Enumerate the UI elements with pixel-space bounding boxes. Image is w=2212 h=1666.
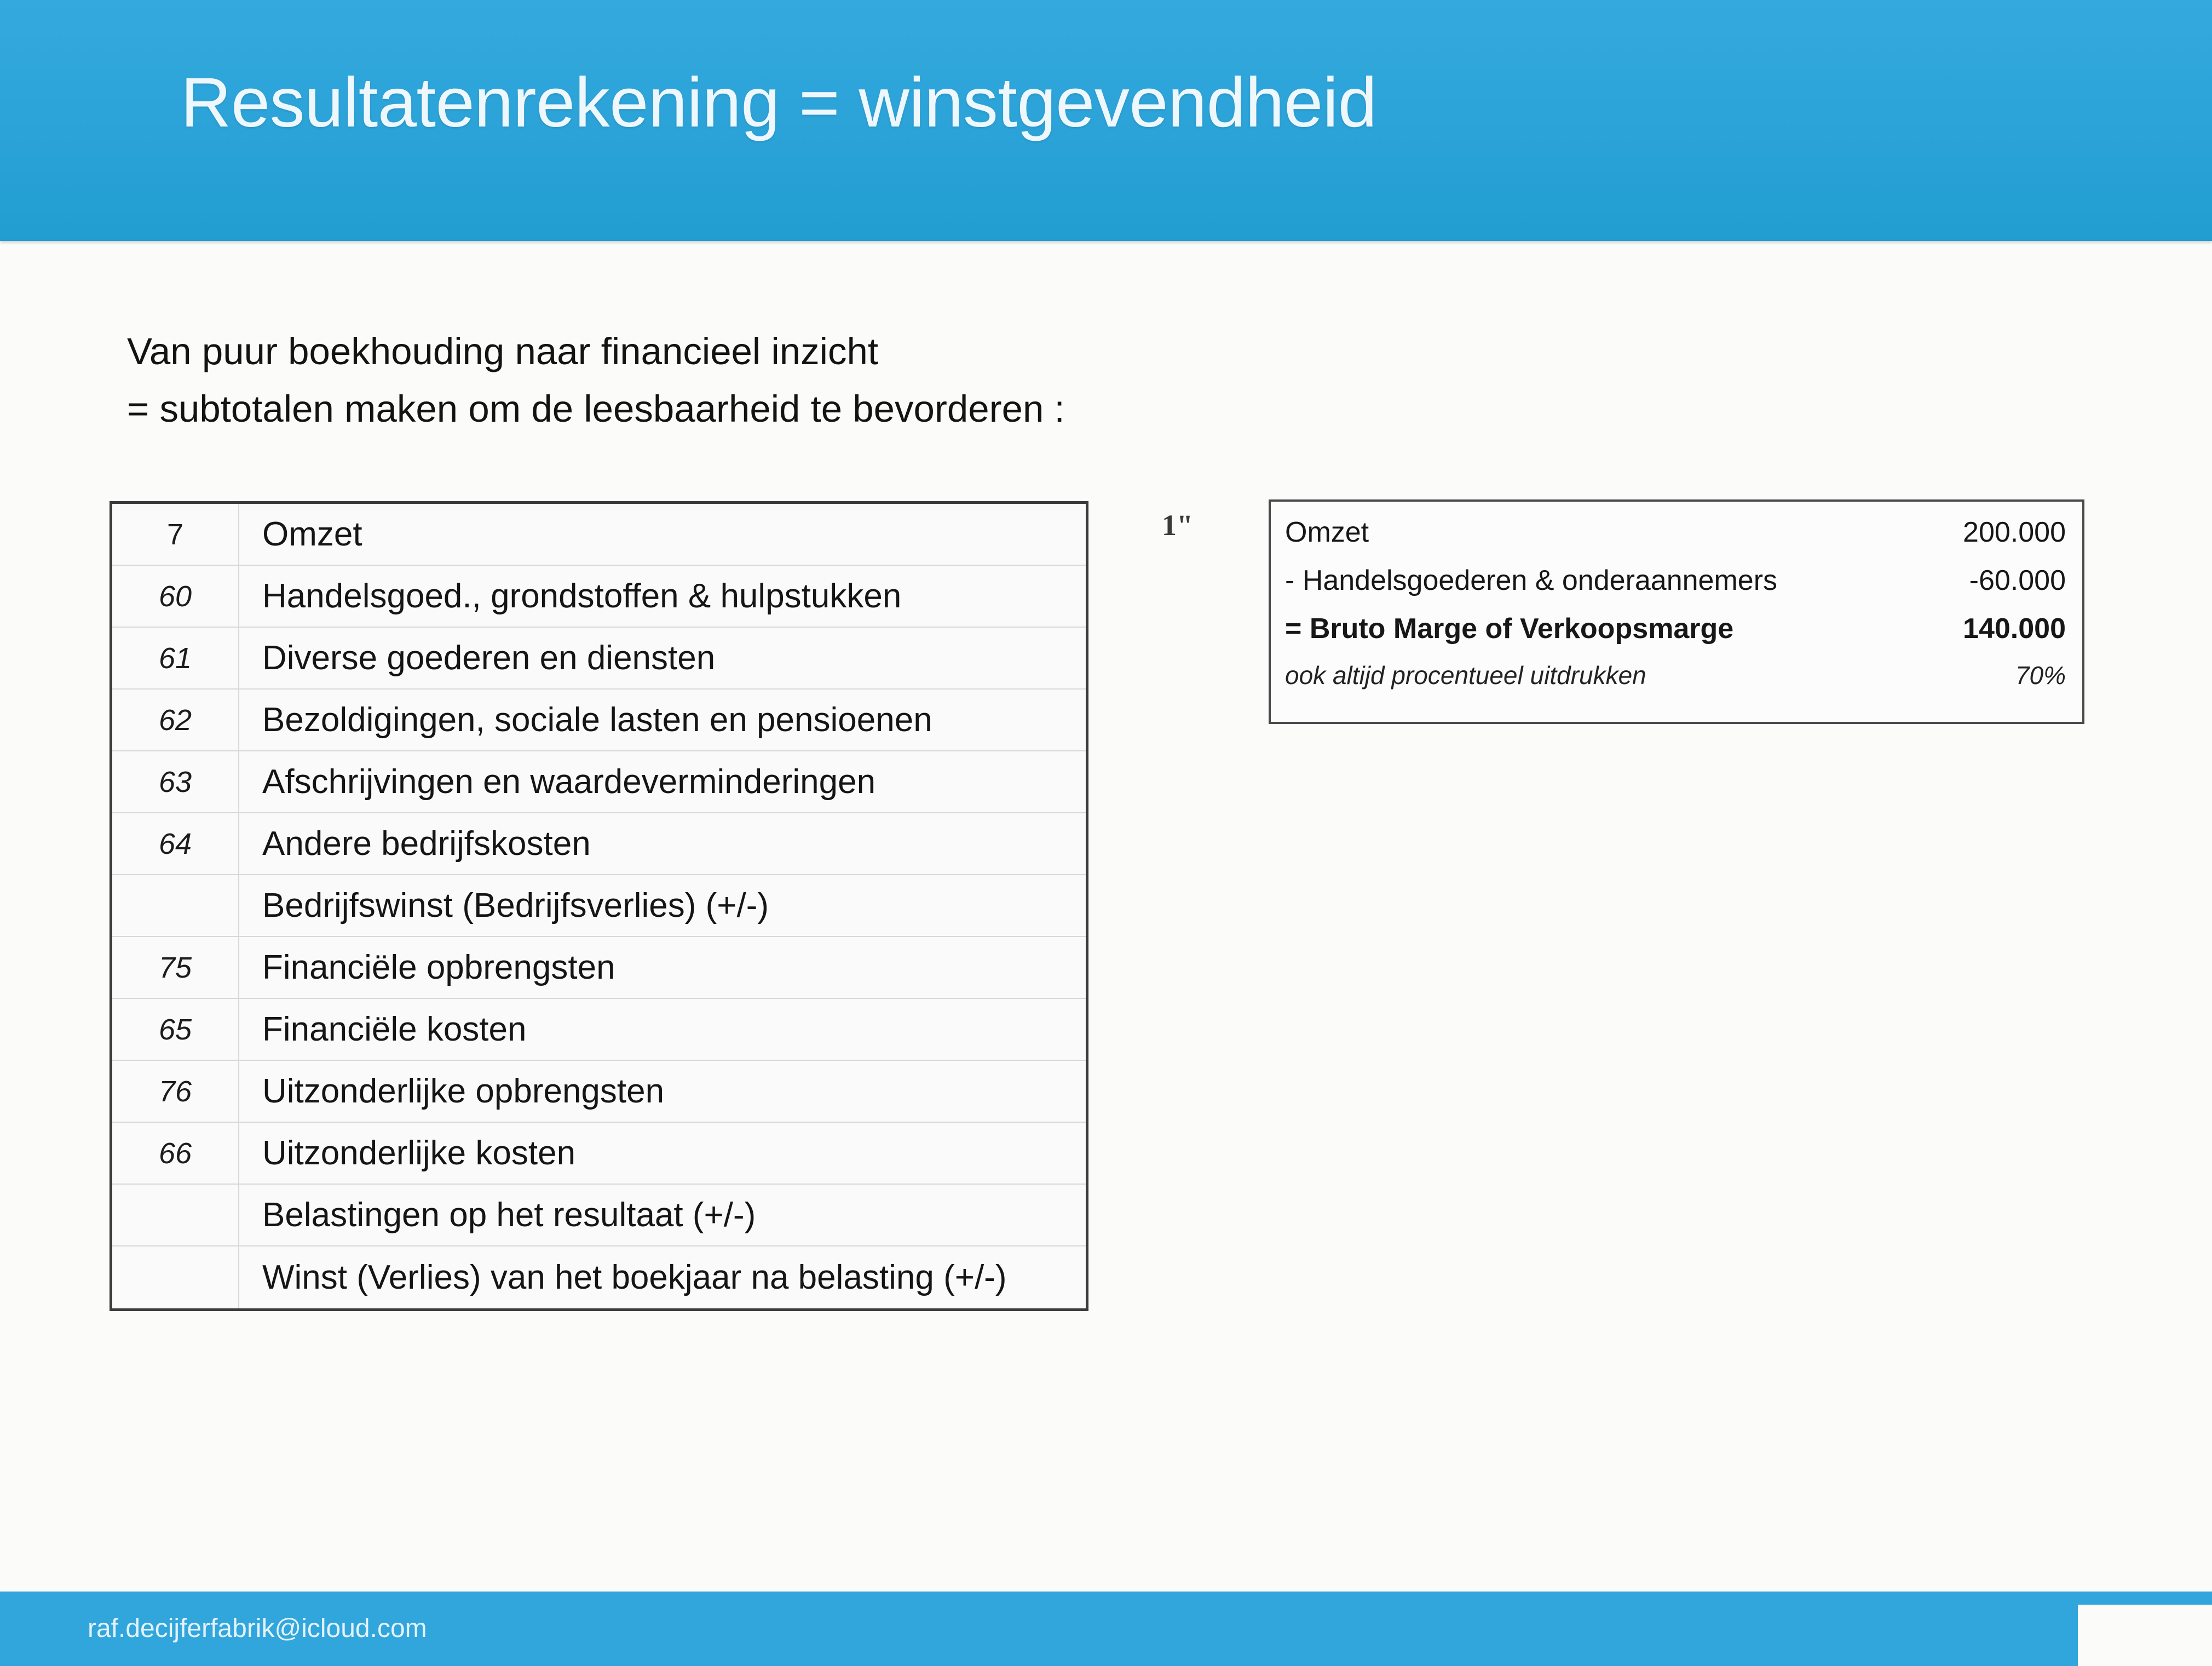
footer-email: raf.decijferfabrik@icloud.com xyxy=(88,1614,427,1643)
intro-line-1: Van puur boekhouding naar financieel inzicht xyxy=(127,330,879,372)
ledger-code-cell: 76 xyxy=(112,1061,239,1122)
table-row xyxy=(112,504,1086,566)
footer-bar xyxy=(0,1592,2212,1666)
table-row xyxy=(112,1185,1086,1246)
footer-corner-block xyxy=(2078,1605,2212,1666)
table-row xyxy=(112,628,1086,690)
margin-row xyxy=(1285,516,2066,564)
table-row xyxy=(112,999,1086,1061)
table-row xyxy=(112,1123,1086,1185)
margin-row-label: ook altijd procentueel uitdrukken xyxy=(1285,661,1646,690)
ledger-code-cell: 7 xyxy=(112,504,239,565)
ledger-label-cell: Winst (Verlies) van het boekjaar na belasting (+/-) xyxy=(262,1259,1007,1296)
ledger-label-cell: Uitzonderlijke opbrengsten xyxy=(262,1072,665,1110)
intro-text xyxy=(127,323,1065,438)
table-row xyxy=(112,937,1086,999)
step-marker: 1" xyxy=(1162,509,1193,542)
ledger-code-cell xyxy=(112,1246,239,1308)
ledger-label-cell: Omzet xyxy=(262,515,362,553)
margin-row xyxy=(1285,660,2066,709)
ledger-code-cell: 62 xyxy=(112,690,239,750)
ledger-label-cell: Bezoldigingen, sociale lasten en pensioenen xyxy=(262,701,932,739)
margin-row-value: 140.000 xyxy=(1963,613,2066,645)
margin-row-label: = Bruto Marge of Verkoopsmarge xyxy=(1285,613,1734,645)
ledger-label-cell: Financiële opbrengsten xyxy=(262,949,615,986)
ledger-code-cell: 63 xyxy=(112,751,239,812)
margin-row xyxy=(1285,612,2066,660)
ledger-code-cell xyxy=(112,1185,239,1245)
ledger-code-cell: 60 xyxy=(112,566,239,627)
gross-margin-box xyxy=(1269,499,2084,724)
ledger-label-cell: Bedrijfswinst (Bedrijfsverlies) (+/-) xyxy=(262,887,769,924)
table-row xyxy=(112,875,1086,937)
table-row xyxy=(112,813,1086,875)
margin-row-value: 70% xyxy=(2015,661,2066,690)
ledger-label-cell: Afschrijvingen en waardeverminderingen xyxy=(262,763,876,801)
ledger-code-cell xyxy=(112,875,239,936)
margin-row xyxy=(1285,564,2066,612)
ledger-table xyxy=(110,501,1088,1311)
ledger-code-cell: 65 xyxy=(112,999,239,1060)
ledger-code-cell: 75 xyxy=(112,937,239,998)
table-row xyxy=(112,566,1086,628)
ledger-label-cell: Diverse goederen en diensten xyxy=(262,639,716,677)
margin-row-label: - Handelsgoederen & onderaannemers xyxy=(1285,565,1778,596)
ledger-code-cell: 64 xyxy=(112,813,239,874)
ledger-label-cell: Uitzonderlijke kosten xyxy=(262,1134,576,1172)
table-row xyxy=(112,751,1086,813)
ledger-label-cell: Belastingen op het resultaat (+/-) xyxy=(262,1196,756,1234)
page-title: Resultatenrekening = winstgevendheid xyxy=(181,64,1377,142)
margin-row-label: Omzet xyxy=(1285,516,1369,548)
table-row xyxy=(112,690,1086,751)
header-bar xyxy=(0,0,2212,241)
margin-row-value: -60.000 xyxy=(1969,565,2066,596)
ledger-code-cell: 66 xyxy=(112,1123,239,1184)
table-row xyxy=(112,1061,1086,1123)
ledger-label-cell: Financiële kosten xyxy=(262,1010,527,1048)
margin-row-value: 200.000 xyxy=(1963,516,2066,548)
intro-line-2: = subtotalen maken om de leesbaarheid te bevorderen : xyxy=(127,387,1065,430)
ledger-code-cell: 61 xyxy=(112,628,239,688)
ledger-label-cell: Handelsgoed., grondstoffen & hulpstukken xyxy=(262,577,902,615)
ledger-label-cell: Andere bedrijfskosten xyxy=(262,825,591,863)
table-row xyxy=(112,1246,1086,1308)
